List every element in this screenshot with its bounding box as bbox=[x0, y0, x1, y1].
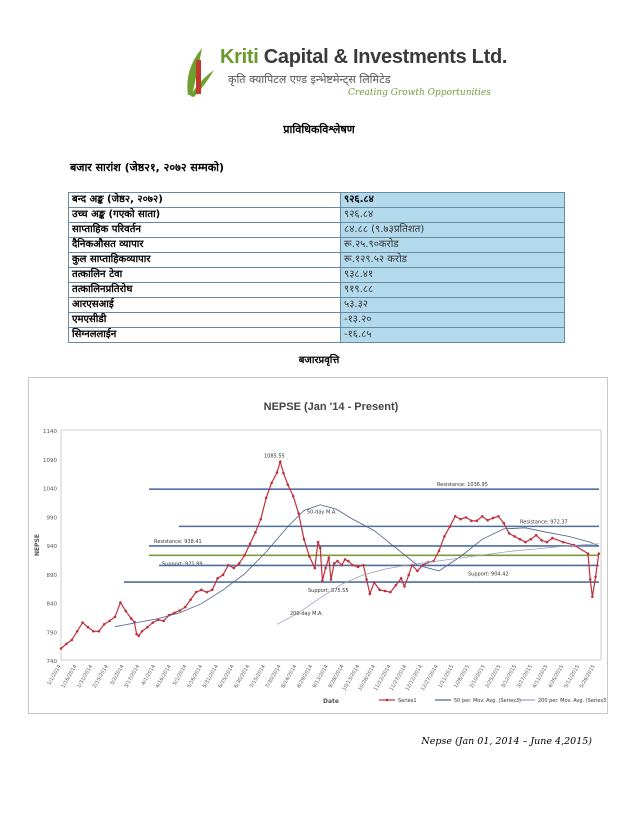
chart-annotation: 1085.55 bbox=[264, 453, 285, 460]
data-point bbox=[114, 616, 117, 619]
data-point bbox=[81, 621, 84, 624]
data-point bbox=[297, 512, 300, 515]
data-point bbox=[403, 585, 406, 588]
data-point bbox=[216, 577, 219, 580]
data-point bbox=[179, 609, 182, 612]
data-point bbox=[243, 554, 246, 557]
summary-label: एमएसीडी bbox=[69, 313, 341, 328]
x-tick-label: 5/31/2014 bbox=[201, 664, 220, 690]
data-point bbox=[476, 520, 479, 523]
x-tick-label: 5/16/2014 bbox=[186, 664, 205, 690]
x-tick-label: 5/26/2015 bbox=[578, 664, 597, 690]
data-point bbox=[254, 531, 257, 534]
company-name: Kriti Capital & Investments Ltd. bbox=[220, 46, 508, 68]
market-summary-table bbox=[68, 192, 565, 343]
data-point bbox=[524, 541, 527, 544]
x-tick-label: 9/13/2014 bbox=[311, 664, 330, 690]
data-point bbox=[333, 562, 336, 565]
data-point bbox=[282, 472, 285, 475]
x-tick-label: 9/28/2014 bbox=[327, 664, 346, 690]
section-title: बजारप्रवृत्ति bbox=[298, 355, 340, 366]
data-point bbox=[546, 541, 549, 544]
data-point bbox=[438, 549, 441, 552]
data-point bbox=[389, 591, 392, 594]
data-point bbox=[249, 543, 252, 546]
data-point bbox=[598, 552, 601, 555]
data-point bbox=[369, 593, 372, 596]
x-tick-label: 7/30/2014 bbox=[264, 664, 283, 690]
x-tick-label: 11/27/2014 bbox=[388, 664, 409, 692]
data-point bbox=[351, 564, 354, 567]
data-point bbox=[357, 566, 360, 569]
data-point bbox=[530, 538, 533, 541]
data-point bbox=[400, 577, 403, 580]
x-tick-label: 7/15/2014 bbox=[248, 664, 267, 690]
x-tick-label: 4/16/2014 bbox=[154, 664, 173, 690]
data-point bbox=[562, 541, 565, 544]
x-tick-label: 10/28/2014 bbox=[357, 664, 377, 692]
data-point bbox=[378, 589, 381, 592]
data-point bbox=[200, 589, 203, 592]
data-point bbox=[276, 471, 279, 474]
summary-label: तत्कालिनप्रतिरोध bbox=[69, 283, 341, 298]
data-point bbox=[137, 635, 140, 638]
chart-annotation: 200-day M.A. bbox=[290, 611, 323, 618]
data-point bbox=[336, 560, 339, 563]
company-tagline: Creating Growth Opportunities bbox=[348, 88, 491, 98]
data-point bbox=[416, 570, 419, 573]
data-point bbox=[503, 522, 506, 525]
data-point bbox=[222, 574, 225, 577]
x-tick-label: 8/29/2014 bbox=[296, 664, 315, 690]
summary-value: -१३.२० bbox=[341, 313, 565, 328]
data-point bbox=[303, 538, 306, 541]
legend-label: Series1 bbox=[398, 698, 417, 704]
data-point bbox=[443, 535, 446, 538]
x-tick-label: 12/27/2014 bbox=[420, 664, 440, 692]
data-point bbox=[130, 617, 133, 620]
summary-label: सिग्नललाईन bbox=[69, 328, 341, 343]
data-point bbox=[162, 620, 165, 623]
y-tick-label: 1040 bbox=[43, 486, 57, 493]
x-tick-label: 1/16/2014 bbox=[60, 664, 79, 690]
x-tick-label: 3/2/2014 bbox=[109, 664, 126, 687]
summary-value: ९३८.४१ bbox=[341, 268, 565, 283]
summary-label: उच्च अङ्क (गएको साता) bbox=[69, 208, 341, 223]
summary-title: बजार सारांश (जेष्ठ२१, २०७२ सम्मको) bbox=[70, 161, 225, 174]
x-tick-label: 4/1/2014 bbox=[140, 664, 157, 687]
leaf-logo-icon bbox=[180, 40, 220, 100]
reference-line-label: Resistance: 972.37 bbox=[520, 519, 568, 526]
data-point bbox=[195, 591, 198, 594]
data-point bbox=[449, 525, 452, 528]
x-tick-label: 6/30/2014 bbox=[233, 664, 252, 690]
data-point bbox=[519, 538, 522, 541]
y-tick-label: 840 bbox=[46, 601, 57, 608]
x-tick-label: 3/12/2015 bbox=[500, 664, 519, 690]
data-point bbox=[587, 552, 590, 555]
data-point bbox=[513, 535, 516, 538]
reference-line-label: Support: 921.99 bbox=[162, 561, 203, 568]
x-tick-label: 1/31/2014 bbox=[76, 664, 95, 690]
data-point bbox=[292, 495, 295, 498]
x-tick-label: 2/10/2015 bbox=[468, 664, 487, 690]
summary-value: रू.१२९.५२ करोड bbox=[341, 253, 565, 268]
legend-swatch-marker bbox=[386, 699, 389, 702]
data-point bbox=[146, 626, 149, 629]
data-point bbox=[152, 621, 155, 624]
summary-row bbox=[69, 298, 565, 313]
summary-row bbox=[69, 328, 565, 343]
x-tick-label: 2/25/2015 bbox=[484, 664, 503, 690]
data-point bbox=[319, 547, 322, 550]
data-point bbox=[384, 590, 387, 593]
x-tick-label: 12/12/2014 bbox=[404, 664, 424, 692]
data-point bbox=[92, 630, 95, 633]
data-point bbox=[108, 620, 111, 623]
summary-row bbox=[69, 208, 565, 223]
data-point bbox=[65, 643, 68, 646]
x-tick-label: 3/27/2015 bbox=[515, 664, 534, 690]
summary-label: बन्द अङ्क (जेष्ठ२, २०७२) bbox=[69, 193, 341, 208]
x-tick-label: 1/26/2015 bbox=[453, 664, 472, 690]
x-tick-label: 5/1/2014 bbox=[171, 664, 189, 687]
summary-row bbox=[69, 283, 565, 298]
data-point bbox=[314, 567, 317, 570]
data-point bbox=[459, 518, 462, 521]
data-point bbox=[373, 581, 376, 584]
summary-label: आरएसआई bbox=[69, 298, 341, 313]
chart-title: NEPSE (Jan '14 - Present) bbox=[263, 401, 399, 413]
data-point bbox=[508, 532, 511, 535]
data-point bbox=[540, 539, 543, 542]
x-axis-label: Date bbox=[323, 698, 339, 705]
reference-line-label: Resistance: 938.41 bbox=[154, 538, 202, 545]
data-point bbox=[141, 630, 144, 633]
data-point bbox=[594, 575, 597, 578]
data-point bbox=[365, 578, 368, 581]
data-point bbox=[265, 497, 268, 500]
summary-value: रू.२५.९०करोड bbox=[341, 238, 565, 253]
data-point bbox=[591, 595, 594, 598]
data-point bbox=[119, 601, 122, 604]
nepse-chart bbox=[28, 377, 608, 714]
data-point bbox=[492, 517, 495, 520]
summary-value: -१६.८५ bbox=[341, 328, 565, 343]
data-point bbox=[308, 555, 311, 558]
data-point bbox=[341, 564, 344, 567]
data-point bbox=[76, 630, 79, 633]
data-point bbox=[238, 562, 241, 565]
data-point bbox=[395, 584, 398, 587]
data-point bbox=[317, 541, 320, 544]
data-point bbox=[60, 647, 63, 650]
y-tick-label: 790 bbox=[46, 630, 57, 637]
data-point bbox=[551, 537, 554, 540]
data-point bbox=[497, 515, 500, 518]
data-point bbox=[125, 610, 128, 613]
y-tick-label: 940 bbox=[46, 544, 57, 550]
data-point bbox=[347, 560, 350, 563]
company-name-nepali: कृति क्यापिटल एण्ड इन्भेष्टमेन्ट्स लिमिटेड bbox=[228, 73, 391, 86]
data-point bbox=[206, 591, 209, 594]
data-point bbox=[98, 630, 101, 633]
data-point bbox=[184, 606, 187, 609]
data-point bbox=[328, 556, 331, 559]
data-point bbox=[344, 558, 347, 561]
summary-label: साप्ताहिक परिवर्तन bbox=[69, 223, 341, 238]
x-tick-label: 10/13/2014 bbox=[341, 664, 362, 692]
x-tick-label: 2/15/2014 bbox=[91, 664, 110, 690]
data-point bbox=[270, 482, 273, 485]
x-tick-label: 11/12/2014 bbox=[372, 664, 393, 692]
x-tick-label: 6/15/2014 bbox=[217, 664, 236, 690]
chart-canvas bbox=[29, 378, 607, 713]
data-point bbox=[362, 564, 365, 567]
data-point bbox=[321, 579, 324, 582]
legend-label: 200 per. Mov. Avg. (Series3) bbox=[538, 698, 607, 704]
data-point bbox=[470, 520, 473, 523]
reference-line-label: Resistance: 1036.95 bbox=[437, 482, 488, 489]
x-tick-label: 4/11/2015 bbox=[531, 664, 550, 690]
summary-value: ९२६.८४ bbox=[341, 208, 565, 223]
data-point bbox=[233, 567, 236, 570]
data-point bbox=[260, 518, 263, 521]
plot-area bbox=[61, 430, 601, 660]
chart-caption: Nepse (Jan 01, 2014 – June 4,2015) bbox=[421, 736, 592, 747]
data-point bbox=[324, 567, 327, 570]
x-tick-label: 3/17/2014 bbox=[123, 664, 142, 690]
summary-row bbox=[69, 238, 565, 253]
data-point bbox=[486, 519, 489, 522]
x-tick-label: 1/11/2015 bbox=[437, 664, 456, 690]
reference-line-label: Support: 875.55 bbox=[308, 588, 349, 595]
data-point bbox=[87, 626, 90, 629]
summary-label: कुल साप्ताहिकव्यापार bbox=[69, 253, 341, 268]
summary-row bbox=[69, 193, 565, 208]
company-logo bbox=[180, 40, 508, 110]
y-tick-label: 890 bbox=[46, 572, 57, 579]
x-tick-label: 8/14/2014 bbox=[280, 664, 299, 690]
data-point bbox=[227, 564, 230, 567]
data-point bbox=[330, 578, 333, 581]
x-tick-label: 1/1/2014 bbox=[46, 664, 63, 687]
summary-row bbox=[69, 313, 565, 328]
data-point bbox=[135, 633, 138, 636]
y-tick-label: 1140 bbox=[43, 429, 57, 435]
y-axis-label: NEPSE bbox=[34, 534, 41, 556]
summary-row bbox=[69, 253, 565, 268]
x-tick-label: 5/11/2015 bbox=[563, 664, 582, 690]
data-point bbox=[287, 483, 290, 486]
summary-value: ८४.८८ (९.७३प्रतिशत) bbox=[341, 223, 565, 238]
page-heading: प्राविधिकविश्लेषण bbox=[283, 123, 355, 136]
summary-row bbox=[69, 223, 565, 238]
summary-value: ९१९.८८ bbox=[341, 283, 565, 298]
data-point bbox=[535, 534, 538, 537]
data-point bbox=[481, 515, 484, 518]
y-tick-label: 990 bbox=[46, 515, 57, 522]
data-point bbox=[71, 639, 74, 642]
chart-annotation: 50-day M.A. bbox=[307, 509, 337, 516]
y-tick-label: 740 bbox=[46, 659, 57, 665]
data-point bbox=[589, 578, 592, 581]
summary-label: दैनिकऔसत व्यापार bbox=[69, 238, 341, 253]
data-point bbox=[407, 574, 410, 577]
summary-value: ५३.३२ bbox=[341, 298, 565, 313]
legend-label: 50 per. Mov. Avg. (Series3) bbox=[454, 698, 521, 704]
summary-label: तत्कालिन टेवा bbox=[69, 268, 341, 283]
x-tick-label: 4/26/2015 bbox=[547, 664, 566, 690]
summary-row bbox=[69, 268, 565, 283]
summary-value: ९२६.८४ bbox=[341, 193, 565, 208]
reference-line-label: Support: 904.42 bbox=[468, 571, 509, 578]
data-point bbox=[189, 598, 192, 601]
y-tick-label: 1090 bbox=[43, 457, 57, 464]
data-point bbox=[454, 515, 457, 518]
data-point bbox=[103, 623, 106, 626]
data-point bbox=[465, 516, 468, 519]
data-point bbox=[279, 460, 282, 463]
data-point bbox=[211, 589, 214, 592]
